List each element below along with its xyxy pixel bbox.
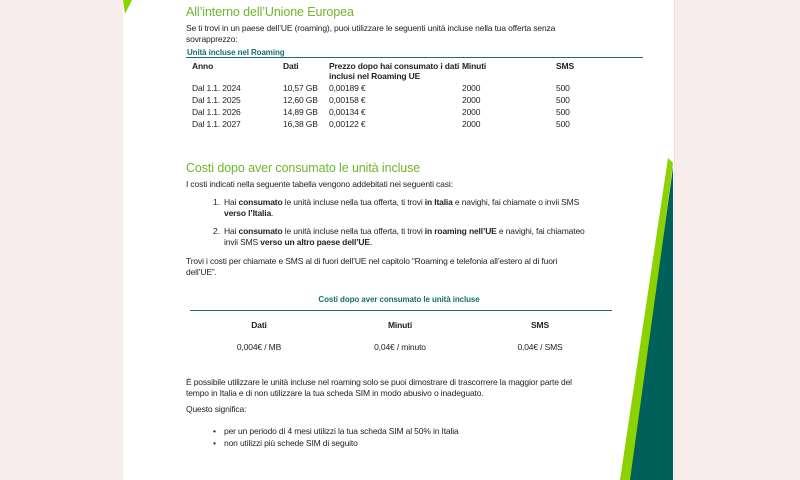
list-number: 1. <box>213 197 220 207</box>
top-left-lime-sliver-icon <box>123 0 132 14</box>
cell-prezzo: 0,00158 € <box>329 95 366 105</box>
col-header-dati: Dati <box>283 61 299 71</box>
cell-dati: 16,38 GB <box>283 119 318 129</box>
cell-dati: 12,60 GB <box>283 95 318 105</box>
costs-table-rule <box>190 310 612 311</box>
table-row <box>123 107 674 118</box>
fairuse-line2: tempo in Italia e di non utilizzare la tua scheda SIM in modo abusivo o inadeguato. <box>186 388 484 398</box>
col-header-prezzo-line1: Prezzo dopo hai consumato i dati <box>329 61 460 71</box>
cell-minuti: 2000 <box>462 107 481 117</box>
cell-anno: Dal 1.1. 2025 <box>192 95 241 105</box>
bullet-icon: • <box>213 438 216 448</box>
col-header-anno: Anno <box>192 61 214 71</box>
cell-sms: 500 <box>556 107 570 117</box>
cell-minuti: 2000 <box>462 83 481 93</box>
list-item-line1: Hai consumato le unità incluse nella tua offerta, ti trovi in roaming nell’UE e navighi, fai chiamateo <box>224 226 585 236</box>
cell-dati: 10,57 GB <box>283 83 318 93</box>
cell-minuti: 2000 <box>462 119 481 129</box>
costs-section-title: Costi dopo aver consumato le unità incluse <box>186 161 421 175</box>
cell-prezzo: 0,00134 € <box>329 107 366 117</box>
cell-sms: 500 <box>556 83 570 93</box>
bullet-text: per un periodo di 4 mesi utilizzi la tua scheda SIM al 50% in Italia <box>224 426 459 436</box>
cell-anno: Dal 1.1. 2026 <box>192 107 241 117</box>
costs-col-header-minuti: Minuti <box>387 320 413 330</box>
costs-outro-line1: Trovi i costi per chiamate e SMS al di fuori dell’UE nel capitolo “Roaming e telefonia all’estero al di fuori <box>186 256 558 266</box>
fairuse-lead: Questo significa: <box>186 404 247 414</box>
costs-col-header-sms: SMS <box>531 320 549 330</box>
col-header-sms: SMS <box>556 61 574 71</box>
table-row <box>123 95 674 106</box>
table-row <box>123 83 674 94</box>
cell-prezzo: 0,00122 € <box>329 119 366 129</box>
cell-anno: Dal 1.1. 2027 <box>192 119 241 129</box>
eu-intro-line2: sovrapprezzo: <box>186 34 238 44</box>
bullet-text: non utilizzi più schede SIM di seguito <box>224 438 358 448</box>
costs-col-header-dati: Dati <box>251 320 267 330</box>
cell-sms: 500 <box>556 95 570 105</box>
roaming-table-caption: Unità incluse nel Roaming <box>187 48 285 57</box>
roaming-table-top-rule <box>186 57 643 58</box>
list-item-line1: Hai consumato le unità incluse nella tua offerta, ti trovi in Italia e navighi, fai chiamate o invii SMS <box>224 197 580 207</box>
document-page <box>123 0 675 480</box>
table-row <box>123 119 674 130</box>
col-header-minuti: Minuti <box>462 61 487 71</box>
teal-triangle-icon <box>630 167 673 480</box>
cell-sms: 500 <box>556 119 570 129</box>
col-header-prezzo-line2: inclusi nel Roaming UE <box>329 71 421 81</box>
bullet-icon: • <box>213 426 216 436</box>
roaming-table-header-row2 <box>123 71 674 82</box>
costs-value-minuti: 0,04€ / minuto <box>374 342 426 352</box>
list-item-line2: verso l’Italia. <box>224 208 274 218</box>
costs-table-caption: Costi dopo aver consumato le unità incluse <box>318 295 480 304</box>
cell-prezzo: 0,00189 € <box>329 83 366 93</box>
eu-section-title: All’interno dell’Unione Europea <box>186 5 354 19</box>
costs-outro-line2: dell’UE”. <box>186 267 217 277</box>
eu-intro-line1: Se ti trovi in un paese dell’UE (roaming), puoi utilizzare le seguenti unità incluse nella tua offerta senza <box>186 23 556 33</box>
list-item-line2: invii SMS verso un altro paese dell’UE. <box>224 237 373 247</box>
fairuse-line1: È possibile utilizzare le unità incluse nel roaming solo se puoi dimostrare di trascorrere la maggior parte del <box>186 377 572 387</box>
costs-intro: I costi indicati nella seguente tabella vengono addebitati nei seguenti casi: <box>186 179 453 189</box>
lime-stripe-icon <box>620 158 673 480</box>
costs-value-dati: 0,004€ / MB <box>236 342 282 352</box>
cell-anno: Dal 1.1. 2024 <box>192 83 241 93</box>
cell-dati: 14,89 GB <box>283 107 318 117</box>
list-number: 2. <box>213 226 220 236</box>
cell-minuti: 2000 <box>462 95 481 105</box>
costs-value-sms: 0,04€ / SMS <box>517 342 563 352</box>
